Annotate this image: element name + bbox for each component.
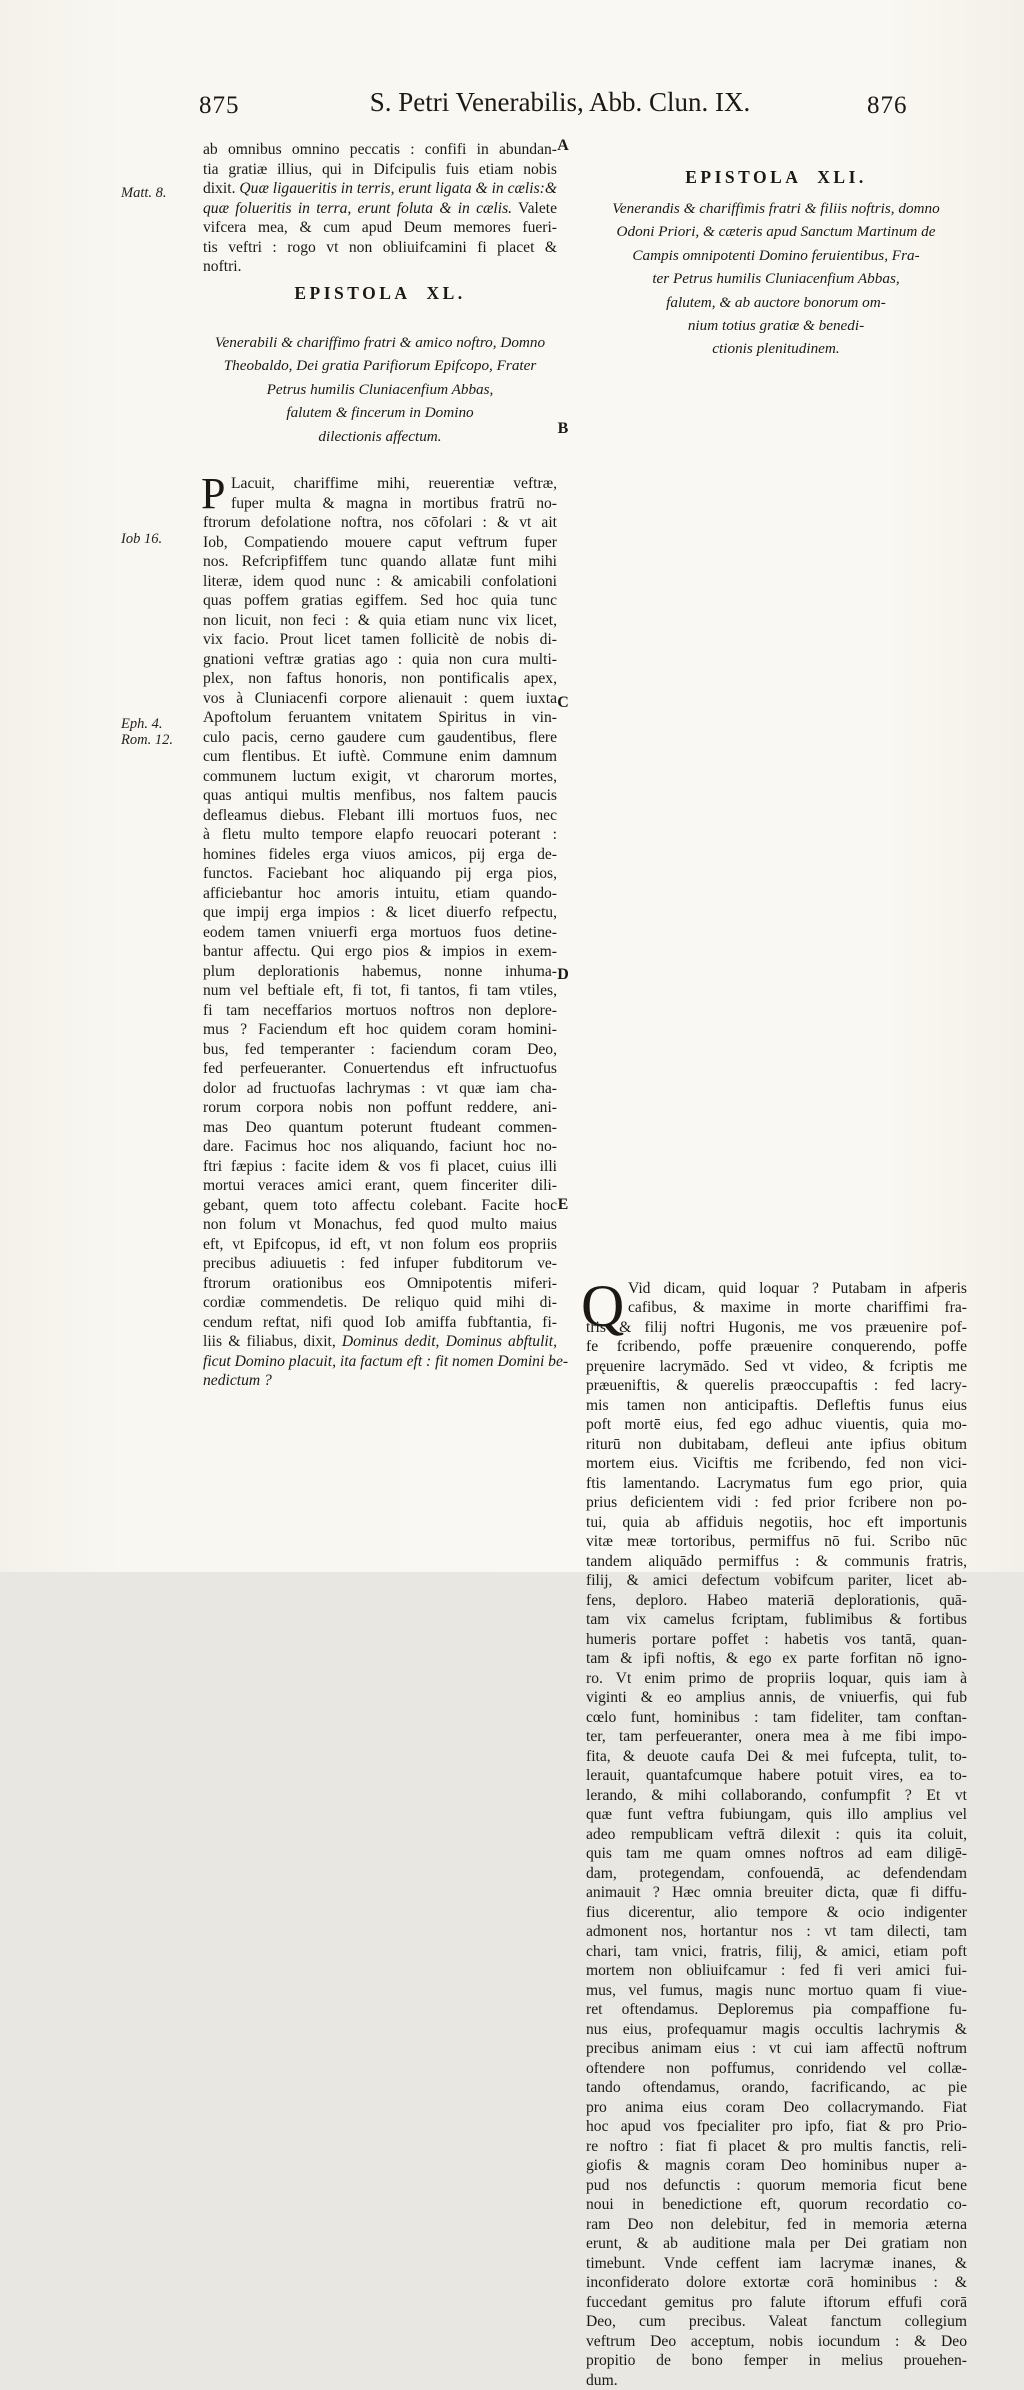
text-line: eodem tamen vniuerfi erga mortuos fuos detine-	[203, 923, 557, 943]
text-line: cafibus, & maxime in morte chariffimi fra-	[586, 1298, 967, 1318]
text-line: cum flentibus. Et iuftè. Commune enim damnum	[203, 747, 557, 767]
text-line: Vid dicam, quid loquar ? Putabam in afperis	[586, 1279, 967, 1299]
text-line: noui in benedictione eft, quorum recordatio co-	[586, 2195, 967, 2215]
text-line: mas Deo quantum poterunt ftudeant commen-	[203, 1118, 557, 1138]
text-line: mortem non obliuifcamur : fed fi veri amici fui-	[586, 1961, 967, 1981]
text-line: ter, tam perfeueranter, onera mea à me fibi impo-	[586, 1727, 967, 1747]
text-line: precibus adiuuetis : fed infuper fubditorum ve-	[203, 1254, 557, 1274]
text-line: nium totius gratiæ & benedi-	[578, 314, 974, 337]
text-line: vos à Cluniacenfi corpore alienauit : quem iuxta	[203, 689, 557, 709]
text-line: Apoftolum feruantem vnitatem Spiritus in vin-	[203, 708, 557, 728]
text-line: ftis lamentando. Lacrymatus fum ego prior, quia	[586, 1474, 967, 1494]
text-line: liis & filiabus, dixit, Dominus dedit, Dominus abftulit,	[203, 1332, 557, 1352]
text-line: pud nos defunctis : quorum memoria ficut bene	[586, 2176, 967, 2196]
text-line: culo pacis, cerno gaudere cum gaudentibus, flere	[203, 728, 557, 748]
text-line: tris & filij noftri Hugonis, me vos præuenire pof-	[586, 1318, 967, 1338]
text-line: chari, tam vnici, fratris, filij, & amici, etiam poft	[586, 1942, 967, 1962]
text-line: fita, & deuote caufa Dei & mei fufcepta, tulit, to-	[586, 1747, 967, 1767]
text-line: hoc apud vos fpecialiter pro ipfo, fiat & pro Prio-	[586, 2117, 967, 2137]
text-line: ret oftendamus. Deploremus pia compaffione fu-	[586, 2000, 967, 2020]
text-line: ro. Vt enim primo de propriis loquar, quis iam à	[586, 1669, 967, 1689]
text-line: lerauit, quantafcumque habere potuit vires, ea to-	[586, 1766, 967, 1786]
gutter-letter: B	[552, 420, 574, 438]
text-line: pro anima eius coram Deo collacrymando. Fiat	[586, 2098, 967, 2118]
margin-note: Rom. 12.	[121, 732, 173, 749]
text-line: ab omnibus omnino peccatis : confifi in abundan-	[203, 140, 557, 160]
text-line: dare. Facimus hoc nos aliquando, faciunt hoc no-	[203, 1137, 557, 1157]
text-line: fens, deploro. Habeo materiā deplorationis, quā-	[586, 1591, 967, 1611]
text-line: tando oftendamus, orando, facrificando, ac pie	[586, 2078, 967, 2098]
text-line: ter Petrus humilis Cluniacenfium Abbas,	[578, 267, 974, 290]
text-line: fi tam neceffarios mortuos noftros non deplore-	[203, 1001, 557, 1021]
text-line: nos. Refcripfiffem tunc quando allatæ funt mihi	[203, 552, 557, 572]
text-line: fed perfeueranter. Conuertendus eft infructuofus	[203, 1059, 557, 1079]
text-line: mis tamen non anticipaftis. Defleftis funus eius	[586, 1396, 967, 1416]
text-line: tui, quia ab affiduis negotiis, hoc eft importunis	[586, 1513, 967, 1533]
text-line: gebant, quem toto affectu colebant. Facite hoc	[203, 1196, 557, 1216]
text-line: re noftro : fiat fi placet & pro multis fanctis, reli-	[586, 2137, 967, 2157]
text-line: rorum corpora nobis non poffunt reddere, ani-	[203, 1098, 557, 1118]
text-line: dilectionis affectum.	[195, 425, 565, 448]
text-line: nus eius, profequamur magis occultis lachrymis &	[586, 2020, 967, 2040]
text-line: dum.	[586, 2371, 967, 2390]
text-line: mus, vel fumus, magis nunc mortuo quam fi viue-	[586, 1981, 967, 2001]
epistola-xl-body	[203, 474, 557, 1391]
text-line: propitio de bono femper in melius prouehen-	[586, 2351, 967, 2371]
running-title: S. Petri Venerabilis, Abb. Clun. IX.	[200, 87, 920, 118]
text-line: ficut Domino placuit, ita factum eft : fit nomen Domini be-	[203, 1352, 557, 1372]
text-line: noftri.	[203, 257, 557, 277]
text-line: que impij erga impios : & licet diuerfo refpectu,	[203, 903, 557, 923]
epistola-xli-body-lines	[586, 1279, 967, 2390]
text-line: fuper multa & magna in mortibus fratrū no-	[203, 494, 557, 514]
text-line: precibus animam eius : vt cui iam affectū noftrum	[586, 2039, 967, 2059]
text-line: mortem eius. Viciftis me fcribendo, fed non vici-	[586, 1454, 967, 1474]
intro-paragraph	[203, 140, 557, 277]
text-line: num vel beftiale eft, fi tot, fi tantos, fi tam vtiles,	[203, 981, 557, 1001]
epistola-xli-heading: EPISTOLA XLI.	[586, 167, 966, 188]
text-line: poft mortē eius, fed ego adhuc viuentis, quia mo-	[586, 1415, 967, 1435]
text-line: Campis omnipotenti Domino feruientibus, Fra-	[578, 244, 974, 267]
text-line: quæ folueritis in terra, erunt foluta & in cælis. Valete	[203, 199, 557, 219]
text-line: nedictum ?	[203, 1371, 557, 1391]
text-line: Venerandis & chariffimis fratri & filiis noftris, domno	[578, 197, 974, 220]
text-line: tandem aliquādo permiffus : & communis fratris,	[586, 1552, 967, 1572]
text-line: communem luctum exigit, vt charorum mortes,	[203, 767, 557, 787]
text-line: animauit ? Hæc omnia breuiter dicta, quæ fi diffu-	[586, 1883, 967, 1903]
text-line: cordiæ commendetis. De reliquo quid mihi di-	[203, 1293, 557, 1313]
text-line: fe fcribendo, poffe præuenire conquerendo, poffe	[586, 1337, 967, 1357]
text-line: afficiebantur hoc amoris intuitu, etiam quando-	[203, 884, 557, 904]
text-line: quæ funt veftra fubiungam, quis illo amplius vel	[586, 1805, 967, 1825]
text-line: giofis & magnis coram Deo hominibus nuper a-	[586, 2156, 967, 2176]
gutter-letter: A	[552, 137, 574, 155]
text-line: Deo, cum precibus. Valeat fanctum collegium	[586, 2312, 967, 2332]
text-line: plum deplorationis habemus, nonne inhuma-	[203, 962, 557, 982]
text-line: bus, fed temperanter : faciendum coram Deo,	[203, 1040, 557, 1060]
drop-cap-q: Q	[581, 1282, 624, 1330]
text-line: mus ? Faciendum eft hoc quidem coram homini-	[203, 1020, 557, 1040]
text-line: prius deficientem vidi : fed prior fcribere non po-	[586, 1493, 967, 1513]
text-line: Odoni Priori, & cæteris apud Sanctum Martinum de	[578, 220, 974, 243]
text-line: non folum vt Monachus, fed quod multo maius	[203, 1215, 557, 1235]
text-line: ctionis plenitudinem.	[578, 337, 974, 360]
epistola-xl-salutation	[195, 331, 565, 448]
text-line: fuccedant gemitus pro falute iftorum effufi corā	[586, 2293, 967, 2313]
epistola-xl-body-lines	[203, 474, 557, 1391]
text-line: dixit. Quæ ligaueritis in terris, erunt ligata & in cælis:&	[203, 179, 557, 199]
text-line: pręuenire lacrymādo. Sed vt video, & fcriptis me	[586, 1357, 967, 1377]
gutter-letter: C	[552, 694, 574, 712]
text-line: gnationi veftræ gratias ago : quia non cura multi-	[203, 650, 557, 670]
text-line: veftrum Deo acceptum, nobis iocundum : & Deo	[586, 2332, 967, 2352]
page-number-left: 875	[199, 92, 240, 120]
text-line: erunt, & ab auditione mala per Dei gratiam non	[586, 2234, 967, 2254]
text-line: præueniftis, & querelis præoccupaftis : fed lacry-	[586, 1376, 967, 1396]
text-line: viginti & eo amplius annis, de vniuerfis, qui fub	[586, 1688, 967, 1708]
text-line: defleamus diebus. Flebant illi mortuos fuos, nec	[203, 806, 557, 826]
text-line: à fletu multo tempore elapfo reuocari poterant :	[203, 825, 557, 845]
epistola-xli-body	[586, 1279, 967, 2390]
margin-note: Eph. 4.	[121, 716, 162, 733]
text-line: tis veftri : rogo vt non obliuifcamini fi placet &	[203, 238, 557, 258]
text-line: fius dicerentur, alio tempore & ocio indigenter	[586, 1903, 967, 1923]
text-line: vix facio. Prout licet tamen follicitè de nobis di-	[203, 630, 557, 650]
text-line: ftri fæpius : facite idem & vos fi placet, cuius illi	[203, 1157, 557, 1177]
left-column	[0, 0, 1024, 917]
text-line: admonent nos, hortantur nos : vt tam dilecti, tam	[586, 1922, 967, 1942]
text-line: Iob, Compatiendo mouere caput veftrum fuper	[203, 533, 557, 553]
text-line: literæ, idem quod nunc : & amicabili confolationi	[203, 572, 557, 592]
text-line: adeo rempublicam veftrā dilexit : quis ita coluit,	[586, 1825, 967, 1845]
text-line: humeris portare poffet : habetis vos tantā, quan-	[586, 1630, 967, 1650]
epistola-xli-salutation	[578, 197, 974, 361]
margin-note: Matt. 8.	[121, 185, 167, 202]
text-line: lerando, & mihi collaborando, confumpfit ? Et vt	[586, 1786, 967, 1806]
text-line: non licuit, non feci : & quia etiam nunc vix licet,	[203, 611, 557, 631]
text-line: oftendere non poffumus, conridendo vel collæ-	[586, 2059, 967, 2079]
text-line: timebunt. Vnde ceffent iam lacrymæ inanes, &	[586, 2254, 967, 2274]
epistola-xl-heading: EPISTOLA XL.	[203, 283, 557, 304]
text-line: quas antiqui multis menfibus, nos faltem paucis	[203, 786, 557, 806]
margin-note: Iob 16.	[121, 531, 162, 548]
text-line: mortui veraces amici erant, quem finceriter dili-	[203, 1176, 557, 1196]
text-line: Lacuit, chariffime mihi, reuerentiæ veftræ,	[203, 474, 557, 494]
text-line: Petrus humilis Cluniacenfium Abbas,	[195, 378, 565, 401]
text-line: ftrorum defolatione noftra, nos cōfolari : & vt ait	[203, 513, 557, 533]
text-line: tam vix camelus fcriptam, fublimibus & fortibus	[586, 1610, 967, 1630]
text-line: cendum reftat, nifi quod Iob amiffa fubftantia, fi-	[203, 1313, 557, 1333]
page-number-right: 876	[867, 92, 908, 120]
text-line: Theobaldo, Dei gratia Parifiorum Epifcopo, Frater	[195, 354, 565, 377]
text-line: inconfiderato dolore extortæ corā hominibus : &	[586, 2273, 967, 2293]
text-line: cœlo funt, hominibus : tam fideliter, tam conftan-	[586, 1708, 967, 1728]
drop-cap-p: P	[201, 476, 225, 512]
text-line: tia gratiæ illius, qui in Difcipulis fuis etiam nobis	[203, 160, 557, 180]
text-line: falutem & fincerum in Domino	[195, 401, 565, 424]
text-line: bantur affectu. Qui ergo pios & impios in exem-	[203, 942, 557, 962]
text-line: plex, non faftus honoris, non pontificalis apex,	[203, 669, 557, 689]
text-line: Venerabili & chariffimo fratri & amico noftro, Domno	[195, 331, 565, 354]
text-line: dam, protegendam, confouendā, ac defendendam	[586, 1864, 967, 1884]
text-line: quis tam me quam omnes noftros ad eam diligē-	[586, 1844, 967, 1864]
text-line: homines fideles erga viuos amicos, pij erga de-	[203, 845, 557, 865]
text-line: tam & ipfi noftis, & ego ex parte forfitan nō igno-	[586, 1649, 967, 1669]
text-line: ftrorum orationibus eos Omnipotentis miferi-	[203, 1274, 557, 1294]
text-line: dolor ad fructuofas lachrymas : vt quæ iam cha-	[203, 1079, 557, 1099]
text-line: quas poffem gratias egiffem. Sed hoc quia tunc	[203, 591, 557, 611]
gutter-letter: E	[552, 1196, 574, 1214]
text-line: vifcera mea, & cum apud Deum memores fueri-	[203, 218, 557, 238]
text-line: falutem, & ab auctore bonorum om-	[578, 291, 974, 314]
gutter-letter: D	[552, 966, 574, 984]
text-line: functos. Faciebant hoc aliquando pij erga pios,	[203, 864, 557, 884]
text-line: riturū non dubitabam, defleui ante ipfius obitum	[586, 1435, 967, 1455]
text-line: filij, & amici defectum vobifcum pariter, licet ab-	[586, 1571, 967, 1591]
text-line: vitæ meæ tortoribus, permiffus nō fui. Scribo nūc	[586, 1532, 967, 1552]
text-line: ram Deo non delebitur, fed in memoria æterna	[586, 2215, 967, 2235]
text-line: eft, vt Epifcopus, id eft, vt non folum eos propriis	[203, 1235, 557, 1255]
